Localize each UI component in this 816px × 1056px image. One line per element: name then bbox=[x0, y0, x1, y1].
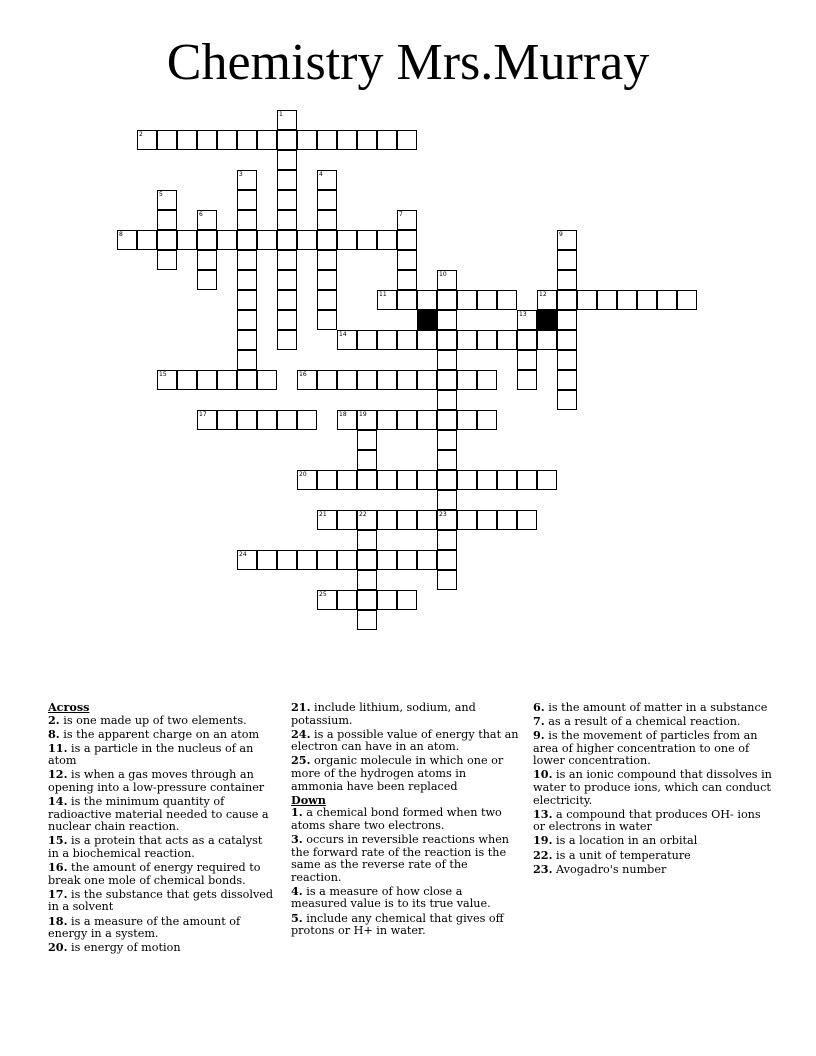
grid-cell[interactable] bbox=[537, 290, 557, 310]
clue-number: 2 bbox=[139, 131, 143, 138]
grid-cell[interactable] bbox=[157, 370, 177, 390]
across-clue-20: 20. is energy of motion bbox=[48, 940, 181, 955]
grid-cell[interactable] bbox=[557, 390, 577, 410]
grid-cell[interactable] bbox=[357, 130, 377, 150]
grid-cell[interactable] bbox=[497, 510, 517, 530]
grid-cell[interactable] bbox=[237, 290, 257, 310]
grid-cell[interactable] bbox=[157, 190, 177, 210]
grid-cell[interactable] bbox=[477, 470, 497, 490]
grid-cell[interactable] bbox=[437, 270, 457, 290]
grid-cell[interactable] bbox=[317, 310, 337, 330]
grid-cell[interactable] bbox=[357, 330, 377, 350]
clue-number: 1 bbox=[279, 111, 283, 118]
grid-cell[interactable] bbox=[317, 290, 337, 310]
grid-cell[interactable] bbox=[217, 370, 237, 390]
across-clue-12: 12. is when a gas moves through an opening into a low-pressure container bbox=[48, 767, 265, 795]
grid-cell[interactable] bbox=[377, 370, 397, 390]
grid-cell[interactable] bbox=[237, 210, 257, 230]
grid-cell[interactable] bbox=[237, 350, 257, 370]
clues-column-1 bbox=[48, 701, 276, 955]
grid-cell[interactable] bbox=[237, 370, 257, 390]
grid-cell[interactable] bbox=[557, 350, 577, 370]
grid-cell[interactable] bbox=[557, 230, 577, 250]
grid-cell[interactable] bbox=[577, 290, 597, 310]
grid-cell[interactable] bbox=[417, 290, 437, 310]
clue-number: 23 bbox=[439, 511, 447, 518]
grid-cell[interactable] bbox=[337, 330, 357, 350]
grid-cell[interactable] bbox=[277, 210, 297, 230]
grid-cell[interactable] bbox=[437, 450, 457, 470]
grid-cell[interactable] bbox=[477, 290, 497, 310]
grid-cell[interactable] bbox=[437, 410, 457, 430]
grid-cell[interactable] bbox=[517, 350, 537, 370]
grid-cell[interactable] bbox=[417, 470, 437, 490]
grid-cell[interactable] bbox=[337, 230, 357, 250]
clue-number: 11 bbox=[379, 291, 387, 298]
clue-number: 13 bbox=[519, 311, 527, 318]
grid-cell[interactable] bbox=[397, 130, 417, 150]
grid-cell[interactable] bbox=[337, 410, 357, 430]
clue-number: 5 bbox=[159, 191, 163, 198]
clue-number: 22 bbox=[359, 511, 367, 518]
grid-cell[interactable] bbox=[277, 550, 297, 570]
grid-cell[interactable] bbox=[297, 370, 317, 390]
grid-cell[interactable] bbox=[357, 610, 377, 630]
grid-cell[interactable] bbox=[377, 410, 397, 430]
grid-cell[interactable] bbox=[137, 130, 157, 150]
grid-cell[interactable] bbox=[357, 550, 377, 570]
grid-cell[interactable] bbox=[557, 270, 577, 290]
grid-cell[interactable] bbox=[517, 370, 537, 390]
grid-cell[interactable] bbox=[237, 130, 257, 150]
grid-cell[interactable] bbox=[517, 330, 537, 350]
grid-cell[interactable] bbox=[217, 130, 237, 150]
down-clue-23: 23. Avogadro's number bbox=[533, 861, 667, 876]
grid-cell[interactable] bbox=[377, 130, 397, 150]
grid-cell[interactable] bbox=[477, 330, 497, 350]
grid-cell[interactable] bbox=[357, 370, 377, 390]
grid-cell[interactable] bbox=[377, 550, 397, 570]
clue-number: 4 bbox=[319, 171, 323, 178]
down-clue-4: 4. is a measure of how close a measured value is to its true value. bbox=[291, 883, 491, 911]
grid-cell[interactable] bbox=[557, 290, 577, 310]
grid-cell[interactable] bbox=[237, 170, 257, 190]
grid-cell[interactable] bbox=[537, 470, 557, 490]
grid-cell[interactable] bbox=[137, 230, 157, 250]
grid-cell[interactable] bbox=[437, 290, 457, 310]
down-clue-7: 7. as a result of a chemical reaction. bbox=[533, 714, 741, 729]
grid-cell[interactable] bbox=[197, 410, 217, 430]
grid-cell[interactable] bbox=[437, 550, 457, 570]
grid-cell[interactable] bbox=[557, 310, 577, 330]
grid-cell[interactable] bbox=[357, 470, 377, 490]
grid-cell[interactable] bbox=[257, 370, 277, 390]
grid-cell[interactable] bbox=[277, 130, 297, 150]
grid-cell[interactable] bbox=[377, 510, 397, 530]
grid-cell[interactable] bbox=[357, 570, 377, 590]
across-clue-14: 14. is the minimum quantity of radioactive material needed to cause a nuclear chain reaction. bbox=[48, 794, 269, 834]
grid-cell[interactable] bbox=[397, 330, 417, 350]
grid-cell[interactable] bbox=[257, 130, 277, 150]
down-clue-10: 10. is an ionic compound that dissolves in water to produce ions, which can conduct electricity. bbox=[533, 767, 772, 807]
grid-cell[interactable] bbox=[217, 230, 237, 250]
grid-cell[interactable] bbox=[357, 230, 377, 250]
grid-cell[interactable] bbox=[457, 470, 477, 490]
grid-cell[interactable] bbox=[237, 230, 257, 250]
grid-cell[interactable] bbox=[477, 510, 497, 530]
grid-cell[interactable] bbox=[277, 250, 297, 270]
grid-cell[interactable] bbox=[517, 510, 537, 530]
grid-cell[interactable] bbox=[317, 210, 337, 230]
grid-cell[interactable] bbox=[457, 290, 477, 310]
grid-cell[interactable] bbox=[317, 550, 337, 570]
grid-cell[interactable] bbox=[277, 170, 297, 190]
grid-cell[interactable] bbox=[197, 210, 217, 230]
grid-cell[interactable] bbox=[397, 590, 417, 610]
grid-cell[interactable] bbox=[237, 190, 257, 210]
grid-cell[interactable] bbox=[277, 330, 297, 350]
across-clue-21: 21. include lithium, sodium, and potassium. bbox=[291, 700, 476, 727]
grid-cell[interactable] bbox=[457, 370, 477, 390]
grid-cell[interactable] bbox=[417, 330, 437, 350]
grid-cell[interactable] bbox=[317, 510, 337, 530]
grid-cell[interactable] bbox=[317, 270, 337, 290]
clue-number: 25 bbox=[319, 591, 327, 598]
grid-cell[interactable] bbox=[237, 310, 257, 330]
grid-cell[interactable] bbox=[317, 170, 337, 190]
grid-cell[interactable] bbox=[377, 590, 397, 610]
grid-cell[interactable] bbox=[197, 130, 217, 150]
page-title: Chemistry Mrs.Murray bbox=[166, 34, 650, 91]
clue-number: 17 bbox=[199, 411, 207, 418]
clue-number: 16 bbox=[299, 371, 307, 378]
grid-cell[interactable] bbox=[457, 330, 477, 350]
grid-cell[interactable] bbox=[277, 150, 297, 170]
across-clue-2: 2. is one made up of two elements. bbox=[48, 712, 247, 727]
grid-cell[interactable] bbox=[397, 370, 417, 390]
down-clue-19: 19. is a location in an orbital bbox=[533, 833, 698, 848]
down-clue-3: 3. occurs in reversible reactions when the forward rate of the reaction is the same as the reverse rate of the reaction. bbox=[291, 831, 510, 884]
down-clue-22: 22. is a unit of temperature bbox=[533, 847, 691, 862]
grid-cell[interactable] bbox=[437, 430, 457, 450]
grid-cell[interactable] bbox=[197, 250, 217, 270]
clue-number: 9 bbox=[559, 231, 563, 238]
grid-cell[interactable] bbox=[317, 370, 337, 390]
grid-cell[interactable] bbox=[617, 290, 637, 310]
across-clue-16: 16. the amount of energy required to break one mole of chemical bonds. bbox=[48, 860, 261, 887]
grid-cell[interactable] bbox=[297, 470, 317, 490]
grid-cell[interactable] bbox=[437, 330, 457, 350]
across-clue-18: 18. is a measure of the amount of energy in a system. bbox=[48, 913, 241, 941]
clue-number: 19 bbox=[359, 411, 367, 418]
down-clue-5: 5. include any chemical that gives off protons or H+ in water. bbox=[291, 910, 504, 938]
grid-cell[interactable] bbox=[357, 510, 377, 530]
clue-number: 14 bbox=[339, 331, 347, 338]
down-heading: Down bbox=[291, 792, 326, 807]
grid-cell[interactable] bbox=[237, 550, 257, 570]
grid-cell[interactable] bbox=[557, 330, 577, 350]
clue-number: 24 bbox=[239, 551, 247, 558]
grid-cell[interactable] bbox=[237, 330, 257, 350]
grid-cell[interactable] bbox=[397, 470, 417, 490]
clue-number: 10 bbox=[439, 271, 447, 278]
clue-number: 15 bbox=[159, 371, 167, 378]
grid-cell[interactable] bbox=[337, 470, 357, 490]
clue-number: 3 bbox=[239, 171, 243, 178]
grid-cell[interactable] bbox=[277, 290, 297, 310]
across-heading: Across bbox=[48, 700, 90, 714]
grid-cell[interactable] bbox=[397, 230, 417, 250]
grid-cell[interactable] bbox=[317, 230, 337, 250]
grid-cell[interactable] bbox=[437, 570, 457, 590]
grid-cell[interactable] bbox=[297, 550, 317, 570]
grid-cell[interactable] bbox=[517, 470, 537, 490]
black-cell bbox=[417, 310, 437, 330]
down-clue-6: 6. is the amount of matter in a substance bbox=[533, 700, 768, 714]
grid-cell[interactable] bbox=[557, 250, 577, 270]
grid-cell[interactable] bbox=[357, 530, 377, 550]
grid-cell[interactable] bbox=[397, 270, 417, 290]
grid-cell[interactable] bbox=[197, 270, 217, 290]
grid-cell[interactable] bbox=[257, 410, 277, 430]
grid-cell[interactable] bbox=[157, 210, 177, 230]
grid-cell[interactable] bbox=[277, 230, 297, 250]
grid-cell[interactable] bbox=[297, 410, 317, 430]
grid-cell[interactable] bbox=[257, 230, 277, 250]
grid-cell[interactable] bbox=[397, 210, 417, 230]
grid-cell[interactable] bbox=[417, 410, 437, 430]
grid-cell[interactable] bbox=[657, 290, 677, 310]
grid-cell[interactable] bbox=[317, 190, 337, 210]
grid-cell[interactable] bbox=[557, 370, 577, 390]
grid-cell[interactable] bbox=[417, 510, 437, 530]
grid-cell[interactable] bbox=[477, 410, 497, 430]
grid-cell[interactable] bbox=[317, 130, 337, 150]
grid-cell[interactable] bbox=[597, 290, 617, 310]
grid-cell[interactable] bbox=[457, 510, 477, 530]
clue-number: 8 bbox=[119, 231, 123, 238]
grid-cell[interactable] bbox=[397, 410, 417, 430]
grid-cell[interactable] bbox=[157, 130, 177, 150]
across-clue-24: 24. is a possible value of energy that an electron can have in an atom. bbox=[291, 726, 519, 754]
grid-cell[interactable] bbox=[257, 550, 277, 570]
across-clue-15: 15. is a protein that acts as a catalyst in a biochemical reaction. bbox=[48, 833, 263, 861]
clue-number: 20 bbox=[299, 471, 307, 478]
grid-cell[interactable] bbox=[237, 410, 257, 430]
grid-cell[interactable] bbox=[477, 370, 497, 390]
grid-cell[interactable] bbox=[117, 230, 137, 250]
grid-cell[interactable] bbox=[237, 250, 257, 270]
grid-cell[interactable] bbox=[177, 370, 197, 390]
grid-cell[interactable] bbox=[457, 410, 477, 430]
clue-number: 7 bbox=[399, 211, 403, 218]
grid-cell[interactable] bbox=[537, 330, 557, 350]
grid-cell[interactable] bbox=[317, 590, 337, 610]
grid-cell[interactable] bbox=[357, 430, 377, 450]
grid-cell[interactable] bbox=[357, 590, 377, 610]
grid-cell[interactable] bbox=[437, 530, 457, 550]
clues-column-2 bbox=[291, 701, 521, 938]
grid-cell[interactable] bbox=[357, 410, 377, 430]
grid-cell[interactable] bbox=[637, 290, 657, 310]
grid-cell[interactable] bbox=[397, 510, 417, 530]
grid-cell[interactable] bbox=[497, 290, 517, 310]
grid-cell[interactable] bbox=[277, 190, 297, 210]
grid-cell[interactable] bbox=[277, 270, 297, 290]
down-clue-13: 13. a compound that produces OH- ions or electrons in water bbox=[533, 806, 761, 834]
across-clue-11: 11. is a particle in the nucleus of an atom bbox=[48, 740, 254, 768]
clue-number: 6 bbox=[199, 211, 203, 218]
grid-cell[interactable] bbox=[277, 310, 297, 330]
grid-cell[interactable] bbox=[357, 450, 377, 470]
grid-cell[interactable] bbox=[197, 230, 217, 250]
grid-cell[interactable] bbox=[217, 410, 237, 430]
clue-number: 21 bbox=[319, 511, 327, 518]
grid-cell[interactable] bbox=[677, 290, 697, 310]
grid-cell[interactable] bbox=[377, 330, 397, 350]
grid-cell[interactable] bbox=[157, 230, 177, 250]
grid-cell[interactable] bbox=[317, 250, 337, 270]
grid-cell[interactable] bbox=[337, 130, 357, 150]
grid-cell[interactable] bbox=[177, 230, 197, 250]
clues-column-3 bbox=[533, 701, 773, 877]
down-clue-9: 9. is the movement of particles from an area of higher concentration to one of lower concentration. bbox=[533, 728, 758, 768]
grid-cell[interactable] bbox=[517, 310, 537, 330]
grid-cell[interactable] bbox=[377, 290, 397, 310]
grid-cell[interactable] bbox=[397, 550, 417, 570]
grid-cell[interactable] bbox=[197, 370, 217, 390]
across-clue-8: 8. is the apparent charge on an atom bbox=[48, 726, 260, 741]
grid-cell[interactable] bbox=[497, 470, 517, 490]
grid-cell[interactable] bbox=[397, 250, 417, 270]
grid-cell[interactable] bbox=[437, 350, 457, 370]
grid-cell[interactable] bbox=[297, 230, 317, 250]
grid-cell[interactable] bbox=[437, 490, 457, 510]
grid-cell[interactable] bbox=[337, 550, 357, 570]
grid-cell[interactable] bbox=[277, 410, 297, 430]
grid-cell[interactable] bbox=[417, 550, 437, 570]
grid-cell[interactable] bbox=[417, 370, 437, 390]
grid-cell[interactable] bbox=[497, 330, 517, 350]
grid-cell[interactable] bbox=[437, 510, 457, 530]
grid-cell[interactable] bbox=[277, 110, 297, 130]
grid-cell[interactable] bbox=[437, 370, 457, 390]
grid-cell[interactable] bbox=[397, 290, 417, 310]
grid-cell[interactable] bbox=[237, 270, 257, 290]
grid-cell[interactable] bbox=[437, 390, 457, 410]
grid-cell[interactable] bbox=[337, 590, 357, 610]
grid-cell[interactable] bbox=[297, 130, 317, 150]
across-clue-17: 17. is the substance that gets dissolved in a solvent bbox=[48, 886, 274, 914]
black-cell bbox=[537, 310, 557, 330]
grid-cell[interactable] bbox=[377, 230, 397, 250]
clue-number: 12 bbox=[539, 291, 547, 298]
across-clue-25: 25. organic molecule in which one or more of the hydrogen atoms in ammonia have been replaced bbox=[291, 753, 504, 793]
grid-cell[interactable] bbox=[337, 370, 357, 390]
grid-cell[interactable] bbox=[437, 310, 457, 330]
clue-number: 18 bbox=[339, 411, 347, 418]
grid-cell[interactable] bbox=[337, 510, 357, 530]
down-clue-1: 1. a chemical bond formed when two atoms share two electrons. bbox=[291, 805, 502, 832]
grid-cell[interactable] bbox=[377, 470, 397, 490]
grid-cell[interactable] bbox=[437, 470, 457, 490]
grid-cell[interactable] bbox=[317, 470, 337, 490]
grid-cell[interactable] bbox=[157, 250, 177, 270]
grid-cell[interactable] bbox=[177, 130, 197, 150]
